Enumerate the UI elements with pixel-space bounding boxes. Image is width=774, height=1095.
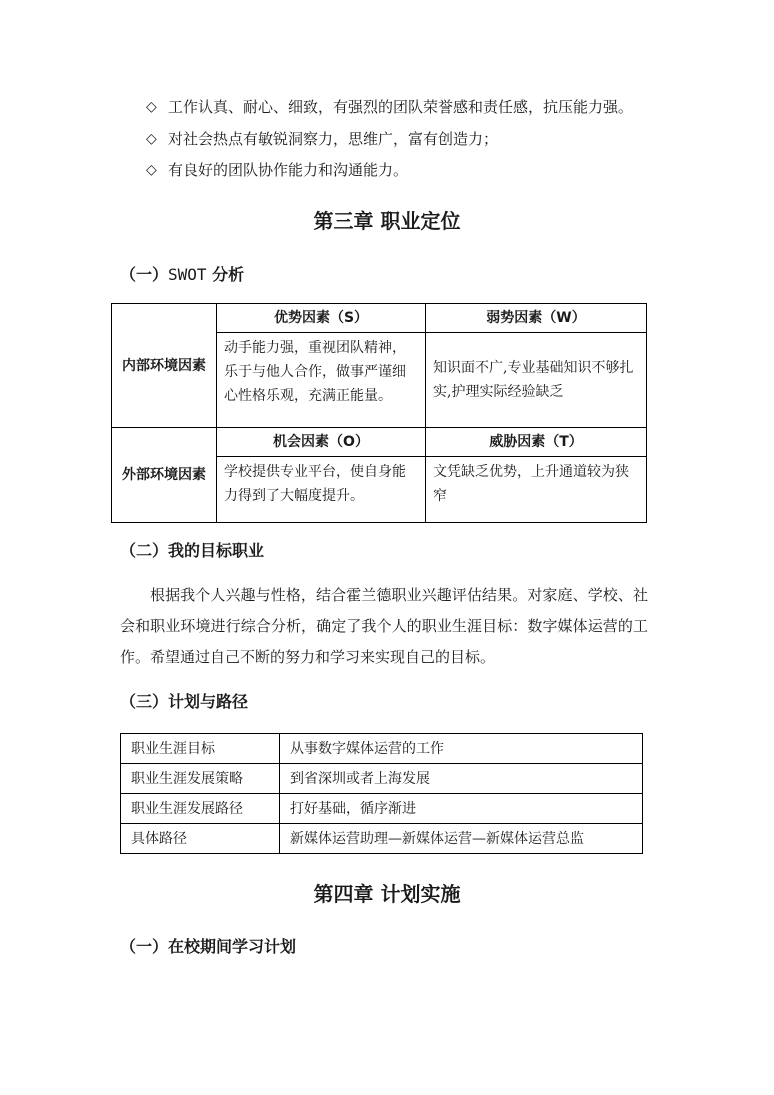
internal-factors-label: 内部环境因素 xyxy=(112,304,217,428)
section-heading-study: （一）在校期间学习计划 xyxy=(120,937,297,956)
section-heading-plan: （三）计划与路径 xyxy=(120,692,249,711)
plan-value: 打好基础，循序渐进 xyxy=(280,794,643,824)
goal-paragraph: 根据我个人兴趣与性格，结合霍兰德职业兴趣评估结果。对家庭、学校、社会和职业环境进行综合分析，确定了我个人的职业生涯目标：数字媒体运营的工作。希望通过自己不断的努力和学习来实现自己的目标。 xyxy=(120,586,648,666)
table-row xyxy=(121,764,643,794)
plan-key: 职业生涯目标 xyxy=(121,734,280,764)
section-heading-swot xyxy=(120,264,244,286)
opportunity-cell: 学校提供专业平台，使自身能力得到了大幅度提升。 xyxy=(217,457,426,523)
weakness-cell: 知识面不广,专业基础知识不够扎实,护理实际经验缺乏 xyxy=(426,333,647,428)
opportunity-header: 机会因素（O） xyxy=(217,428,426,457)
weakness-header: 弱势因素（W） xyxy=(426,304,647,333)
plan-value: 从事数字媒体运营的工作 xyxy=(280,734,643,764)
bullet-item xyxy=(146,97,633,117)
plan-table xyxy=(120,733,643,854)
table-row xyxy=(121,794,643,824)
table-row xyxy=(121,734,643,764)
plan-value: 到省深圳或者上海发展 xyxy=(280,764,643,794)
table-row xyxy=(121,824,643,854)
bullet-text: 有良好的团队协作能力和沟通能力。 xyxy=(168,161,409,179)
bullet-item xyxy=(146,129,498,149)
diamond-bullet-icon: ◇ xyxy=(146,162,157,178)
section-latin: SWOT xyxy=(168,265,207,284)
strength-cell: 动手能力强，重视团队精神，乐于与他人合作，做事严谨细心性格乐观，充满正能量。 xyxy=(217,333,426,428)
section-heading-goal: （二）我的目标职业 xyxy=(120,541,265,560)
threat-cell: 文凭缺乏优势，上升通道较为狭窄 xyxy=(426,457,647,523)
diamond-bullet-icon: ◇ xyxy=(146,99,157,115)
threat-header: 威胁因素（T） xyxy=(426,428,647,457)
section-prefix: （一） xyxy=(120,265,169,284)
bullet-text: 工作认真、耐心、细致，有强烈的团队荣誉感和责任感，抗压能力强。 xyxy=(168,98,634,116)
strength-header: 优势因素（S） xyxy=(217,304,426,333)
diamond-bullet-icon: ◇ xyxy=(146,131,157,147)
chapter-title: 第三章 职业定位 xyxy=(313,209,461,233)
plan-key: 职业生涯发展策略 xyxy=(121,764,280,794)
section-suffix: 分析 xyxy=(212,265,245,284)
chapter-title: 第四章 计划实施 xyxy=(313,882,461,906)
bullet-item xyxy=(146,160,408,180)
external-factors-label: 外部环境因素 xyxy=(112,428,217,523)
plan-value: 新媒体运营助理—新媒体运营—新媒体运营总监 xyxy=(280,824,643,854)
plan-key: 职业生涯发展路径 xyxy=(121,794,280,824)
swot-table xyxy=(111,303,647,523)
plan-key: 具体路径 xyxy=(121,824,280,854)
bullet-text: 对社会热点有敏锐洞察力，思维广，富有创造力； xyxy=(168,130,499,148)
